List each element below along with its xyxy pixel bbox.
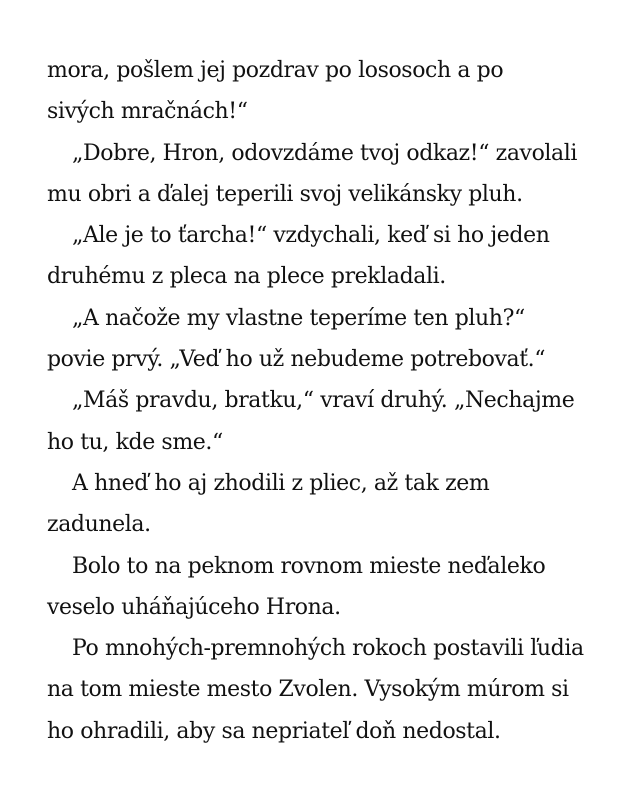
text-line: A hneď ho aj zhodili z pliec, až tak zem	[72, 470, 490, 496]
text-line: veselo uháňajúceho Hrona.	[47, 594, 341, 620]
text-line: na tom mieste mesto Zvolen. Vysokým múrom si	[47, 677, 569, 703]
text-line: Po mnohých-premnohých rokoch postavili ľudia	[72, 636, 584, 662]
text-line: mora, pošlem jej pozdrav po lososoch a po	[47, 58, 504, 83]
text-line: druhému z pleca na plece prekladali.	[47, 264, 446, 290]
text-line: mu obri a ďalej teperili svoj velikánsky pluh.	[47, 181, 523, 207]
text-line: „Máš pravdu, bratku,“ vraví druhý. „Nechajme	[72, 388, 575, 414]
text-line: sivých mračnách!“	[47, 99, 248, 125]
text-line: „Dobre, Hron, odovzdáme tvoj odkaz!“ zavolali	[72, 140, 578, 166]
text-line: ho ohradili, aby sa nepriateľ doň nedostal.	[47, 718, 501, 744]
text-line: zadunela.	[47, 512, 151, 538]
text-line: povie prvý. „Veď ho už nebudeme potrebovať.“	[47, 347, 546, 373]
text-line: Bolo to na peknom rovnom mieste neďaleko	[72, 553, 546, 579]
text-line: „A načože my vlastne teperíme ten pluh?“	[72, 305, 525, 331]
text-line: „Ale je to ťarcha!“ vzdychali, keď si ho jeden	[72, 223, 550, 249]
story-text	[47, 50, 607, 752]
text-line: ho tu, kde sme.“	[47, 429, 223, 455]
